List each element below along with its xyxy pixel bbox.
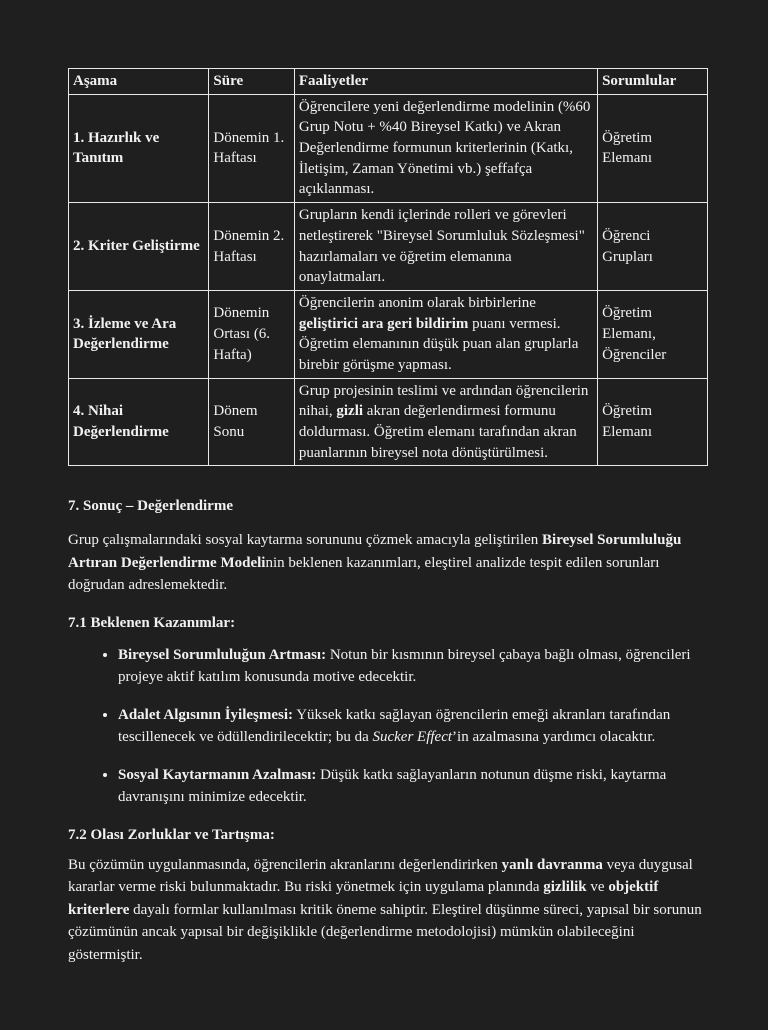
- cell-sorumlular: Öğretim Elemanı, Öğrenciler: [598, 290, 708, 378]
- table-row: [69, 290, 708, 378]
- cell-sure: Dönemin Ortası (6. Hafta): [209, 290, 294, 378]
- cell-faaliyetler: Grupların kendi içlerinde rolleri ve görevleri netleştirerek "Bireysel Sorumluluk Sözleşmesi" hazırlamaları ve öğretim elemanına onaylatmaları.: [294, 203, 597, 291]
- challenges-paragraph: Bu çözümün uygulanmasında, öğrencilerin akranlarını değerlendirirken yanlı davranma veya duygusal kararlar verme riski bulunmaktadır. Bu riski yönetmek için uygulama planında gizlilik ve objektif kriterlere dayalı formlar kullanılması kritik öneme sahiptir. Eleştirel düşünme süreci, yapısal bir sorunun çözümünün ancak yapısal bir değişiklikle (değerlendirme metodolojisi) mümkün olabileceğini göstermiştir.: [68, 856, 702, 963]
- cell-faaliyetler: Öğrencilerin anonim olarak birbirlerine geliştirici ara geri bildirim puanı vermesi. Öğretim elemanının düşük puan alan gruplarla birebir görüşme yapması.: [294, 290, 597, 378]
- gains-heading: 7.1 Beklenen Kazanımlar:: [68, 614, 236, 631]
- cell-sorumlular: Öğrenci Grupları: [598, 203, 708, 291]
- cell-asama: 4. Nihai Değerlendirme: [69, 378, 209, 466]
- cell-sure: Dönemin 1. Haftası: [209, 94, 294, 202]
- cell-asama: 1. Hazırlık ve Tanıtım: [69, 94, 209, 202]
- gains-list: [68, 644, 708, 809]
- table-body: [69, 94, 708, 466]
- column-header-sure: Süre: [209, 69, 294, 95]
- list-item: • Adalet Algısının İyileşmesi: Yüksek katkı sağlayan öğrencilerin emeği akranları tarafından tescillenecek ve ödüllendirilecektir; bu da Sucker Effect’in azalmasına yardımcı olacaktır.: [118, 704, 708, 749]
- table-row: [69, 94, 708, 202]
- conclusion-paragraph: Grup çalışmalarındaki sosyal kaytarma sorununu çözmek amacıyla geliştirilen Bireysel Sorumluluğu Artıran Değerlendirme Modelinin beklenen kazanımları, eleştirel analizde tespit edilen sorunları doğrudan adreslemektedir.: [68, 532, 682, 594]
- cell-faaliyetler: Öğrencilere yeni değerlendirme modelinin (%60 Grup Notu + %40 Bireysel Katkı) ve Akran Değerlendirme formunun kriterlerinin (Katkı, İletişim, Zaman Yönetimi vb.) şeffafça açıklanması.: [294, 94, 597, 202]
- column-header-asama: Aşama: [69, 69, 209, 95]
- cell-sorumlular: Öğretim Elemanı: [598, 94, 708, 202]
- cell-asama: 3. İzleme ve Ara Değerlendirme: [69, 290, 209, 378]
- table-header-row: [69, 69, 708, 95]
- list-item: • Sosyal Kaytarmanın Azalması: Düşük katkı sağlayanların notunun düşme riski, kaytarma davranışını minimize edecektir.: [118, 764, 708, 809]
- table-row: [69, 203, 708, 291]
- column-header-sorumlular: Sorumlular: [598, 69, 708, 95]
- list-item: • Bireysel Sorumluluğun Artması: Notun bir kısmının bireysel çabaya bağlı olması, öğrencileri projeye aktif katılım konusunda motive edecektir.: [118, 644, 708, 689]
- cell-sure: Dönem Sonu: [209, 378, 294, 466]
- table-row: [69, 378, 708, 466]
- conclusion-heading: 7. Sonuç – Değerlendirme: [68, 498, 233, 515]
- cell-asama: 2. Kriter Geliştirme: [69, 203, 209, 291]
- cell-faaliyetler: Grup projesinin teslimi ve ardından öğrencilerin nihai, gizli akran değerlendirmesi formunu doldurması. Öğretim elemanı tarafından akran puanlarının bireysel nota dönüştürülmesi.: [294, 378, 597, 466]
- column-header-faaliyetler: Faaliyetler: [294, 69, 597, 95]
- cell-sure: Dönemin 2. Haftası: [209, 203, 294, 291]
- challenges-heading: 7.2 Olası Zorluklar ve Tartışma:: [68, 826, 275, 843]
- evaluation-plan-table: [68, 68, 708, 466]
- cell-sorumlular: Öğretim Elemanı: [598, 378, 708, 466]
